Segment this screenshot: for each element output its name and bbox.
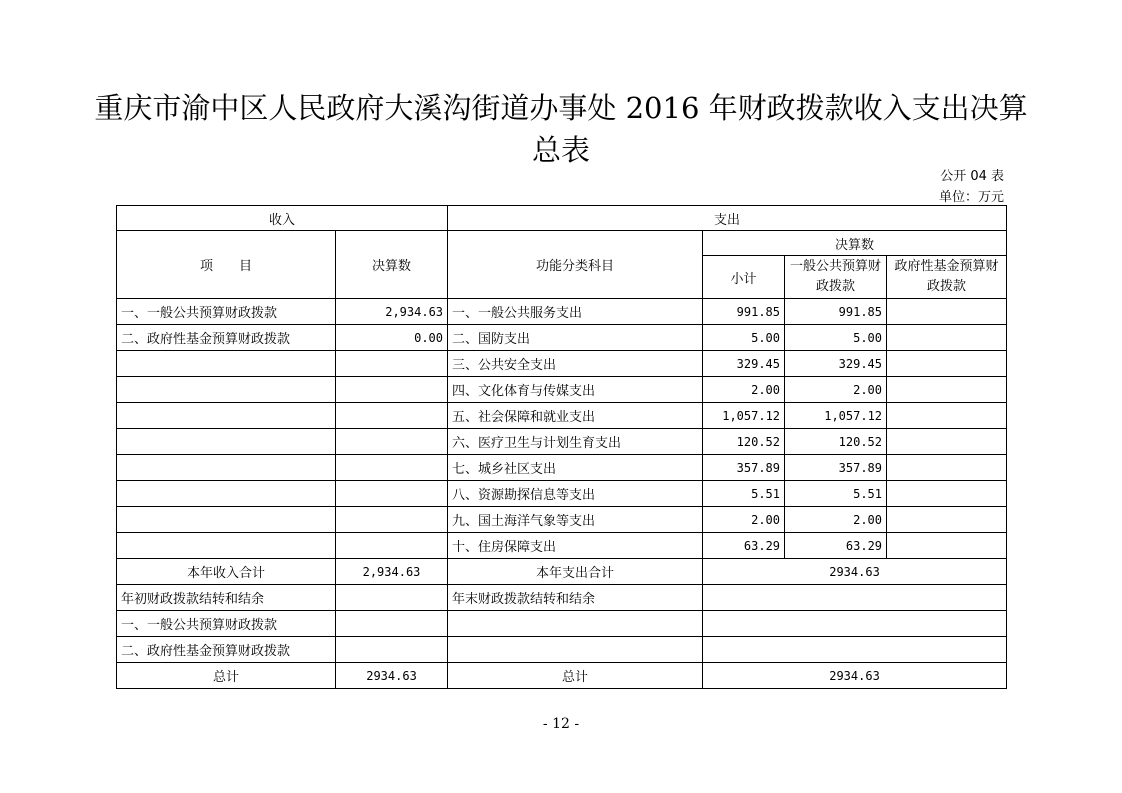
grand-total-row <box>117 663 1007 689</box>
income-amount <box>336 533 448 559</box>
header-row-2 <box>117 231 1007 256</box>
expense-subtotal: 2.00 <box>703 507 785 533</box>
table-row <box>117 299 1007 325</box>
income-item <box>117 351 336 377</box>
grand-total-expense: 2934.63 <box>703 663 1007 689</box>
income-amount <box>336 403 448 429</box>
carryover-begin-label: 年初财政拨款结转和结余 <box>117 585 336 611</box>
expense-general-budget: 1,057.12 <box>785 403 887 429</box>
expense-subtotal: 329.45 <box>703 351 785 377</box>
header-row-1 <box>117 206 1007 231</box>
table-row <box>117 533 1007 559</box>
table-row <box>117 507 1007 533</box>
table-row <box>117 403 1007 429</box>
income-amount: 2,934.63 <box>336 299 448 325</box>
carryover-fund-expense-amount <box>703 637 1007 663</box>
carryover-fund-row <box>117 637 1007 663</box>
carryover-general-label: 一、一般公共预算财政拨款 <box>117 611 336 637</box>
income-amount <box>336 455 448 481</box>
grand-total-expense-label: 总计 <box>448 663 703 689</box>
income-amount <box>336 351 448 377</box>
expense-item: 二、国防支出 <box>448 325 703 351</box>
income-amount <box>336 429 448 455</box>
carryover-fund-label: 二、政府性基金预算财政拨款 <box>117 637 336 663</box>
expense-gov-fund <box>887 481 1007 507</box>
income-item: 二、政府性基金预算财政拨款 <box>117 325 336 351</box>
carryover-general-amount <box>336 611 448 637</box>
expense-general-budget: 63.29 <box>785 533 887 559</box>
year-total-row <box>117 559 1007 585</box>
grand-total-label: 总计 <box>117 663 336 689</box>
income-item <box>117 429 336 455</box>
expense-item: 三、公共安全支出 <box>448 351 703 377</box>
year-income-total-label: 本年收入合计 <box>117 559 336 585</box>
income-amount <box>336 507 448 533</box>
income-item <box>117 533 336 559</box>
expense-general-budget: 120.52 <box>785 429 887 455</box>
income-item: 一、一般公共预算财政拨款 <box>117 299 336 325</box>
table-row <box>117 325 1007 351</box>
income-item <box>117 455 336 481</box>
carryover-row <box>117 585 1007 611</box>
expense-item: 六、医疗卫生与计划生育支出 <box>448 429 703 455</box>
income-item <box>117 507 336 533</box>
finance-table <box>116 205 1007 689</box>
expense-subtotal: 1,057.12 <box>703 403 785 429</box>
table-row <box>117 481 1007 507</box>
expense-general-budget: 329.45 <box>785 351 887 377</box>
table-row <box>117 455 1007 481</box>
page-number: - 12 - <box>542 716 580 732</box>
expense-item: 四、文化体育与传媒支出 <box>448 377 703 403</box>
expense-subtotal: 991.85 <box>703 299 785 325</box>
expense-general-budget: 357.89 <box>785 455 887 481</box>
expense-gov-fund <box>887 507 1007 533</box>
expense-item: 一、一般公共服务支出 <box>448 299 703 325</box>
table-row <box>117 429 1007 455</box>
table-row <box>117 351 1007 377</box>
header-gov-fund: 政府性基金预算财政拨款 <box>887 256 1007 299</box>
income-item <box>117 481 336 507</box>
expense-gov-fund <box>887 455 1007 481</box>
carryover-general-row <box>117 611 1007 637</box>
expense-item: 五、社会保障和就业支出 <box>448 403 703 429</box>
form-number: 公开 04 表 <box>940 169 1004 184</box>
carryover-general-expense <box>448 611 703 637</box>
unit-label: 单位：万元 <box>938 190 1004 205</box>
expense-subtotal: 5.00 <box>703 325 785 351</box>
carryover-begin-amount <box>336 585 448 611</box>
header-general-budget: 一般公共预算财政拨款 <box>785 256 887 299</box>
table-body <box>117 299 1007 559</box>
expense-general-budget: 5.51 <box>785 481 887 507</box>
income-amount <box>336 481 448 507</box>
expense-gov-fund <box>887 429 1007 455</box>
income-amount <box>336 377 448 403</box>
carryover-general-expense-amount <box>703 611 1007 637</box>
expense-gov-fund <box>887 299 1007 325</box>
expense-gov-fund <box>887 351 1007 377</box>
expense-general-budget: 991.85 <box>785 299 887 325</box>
year-income-total: 2,934.63 <box>336 559 448 585</box>
carryover-end-label: 年末财政拨款结转和结余 <box>448 585 703 611</box>
expense-subtotal: 63.29 <box>703 533 785 559</box>
header-final-amount: 决算数 <box>703 231 1007 256</box>
carryover-fund-expense <box>448 637 703 663</box>
header-expense: 支出 <box>448 206 1007 231</box>
expense-subtotal: 357.89 <box>703 455 785 481</box>
expense-item: 七、城乡社区支出 <box>448 455 703 481</box>
header-subtotal: 小计 <box>703 256 785 299</box>
expense-item: 十、住房保障支出 <box>448 533 703 559</box>
carryover-end-amount <box>703 585 1007 611</box>
expense-gov-fund <box>887 325 1007 351</box>
expense-subtotal: 120.52 <box>703 429 785 455</box>
table-row <box>117 377 1007 403</box>
expense-subtotal: 2.00 <box>703 377 785 403</box>
grand-total-income: 2934.63 <box>336 663 448 689</box>
expense-subtotal: 5.51 <box>703 481 785 507</box>
income-item <box>117 377 336 403</box>
expense-item: 八、资源勘探信息等支出 <box>448 481 703 507</box>
expense-general-budget: 5.00 <box>785 325 887 351</box>
expense-gov-fund <box>887 377 1007 403</box>
document-title: 重庆市渝中区人民政府大溪沟街道办事处 2016 年财政拨款收入支出决算 <box>94 91 1028 125</box>
header-function-category: 功能分类科目 <box>448 231 703 299</box>
expense-item: 九、国土海洋气象等支出 <box>448 507 703 533</box>
header-item: 项 目 <box>117 231 336 299</box>
year-expense-total: 2934.63 <box>703 559 1007 585</box>
carryover-fund-amount <box>336 637 448 663</box>
document-title-line2: 总表 <box>531 133 590 167</box>
income-item <box>117 403 336 429</box>
year-expense-total-label: 本年支出合计 <box>448 559 703 585</box>
expense-gov-fund <box>887 533 1007 559</box>
expense-general-budget: 2.00 <box>785 507 887 533</box>
expense-gov-fund <box>887 403 1007 429</box>
header-income: 收入 <box>117 206 448 231</box>
expense-general-budget: 2.00 <box>785 377 887 403</box>
income-amount: 0.00 <box>336 325 448 351</box>
header-income-amount: 决算数 <box>336 231 448 299</box>
